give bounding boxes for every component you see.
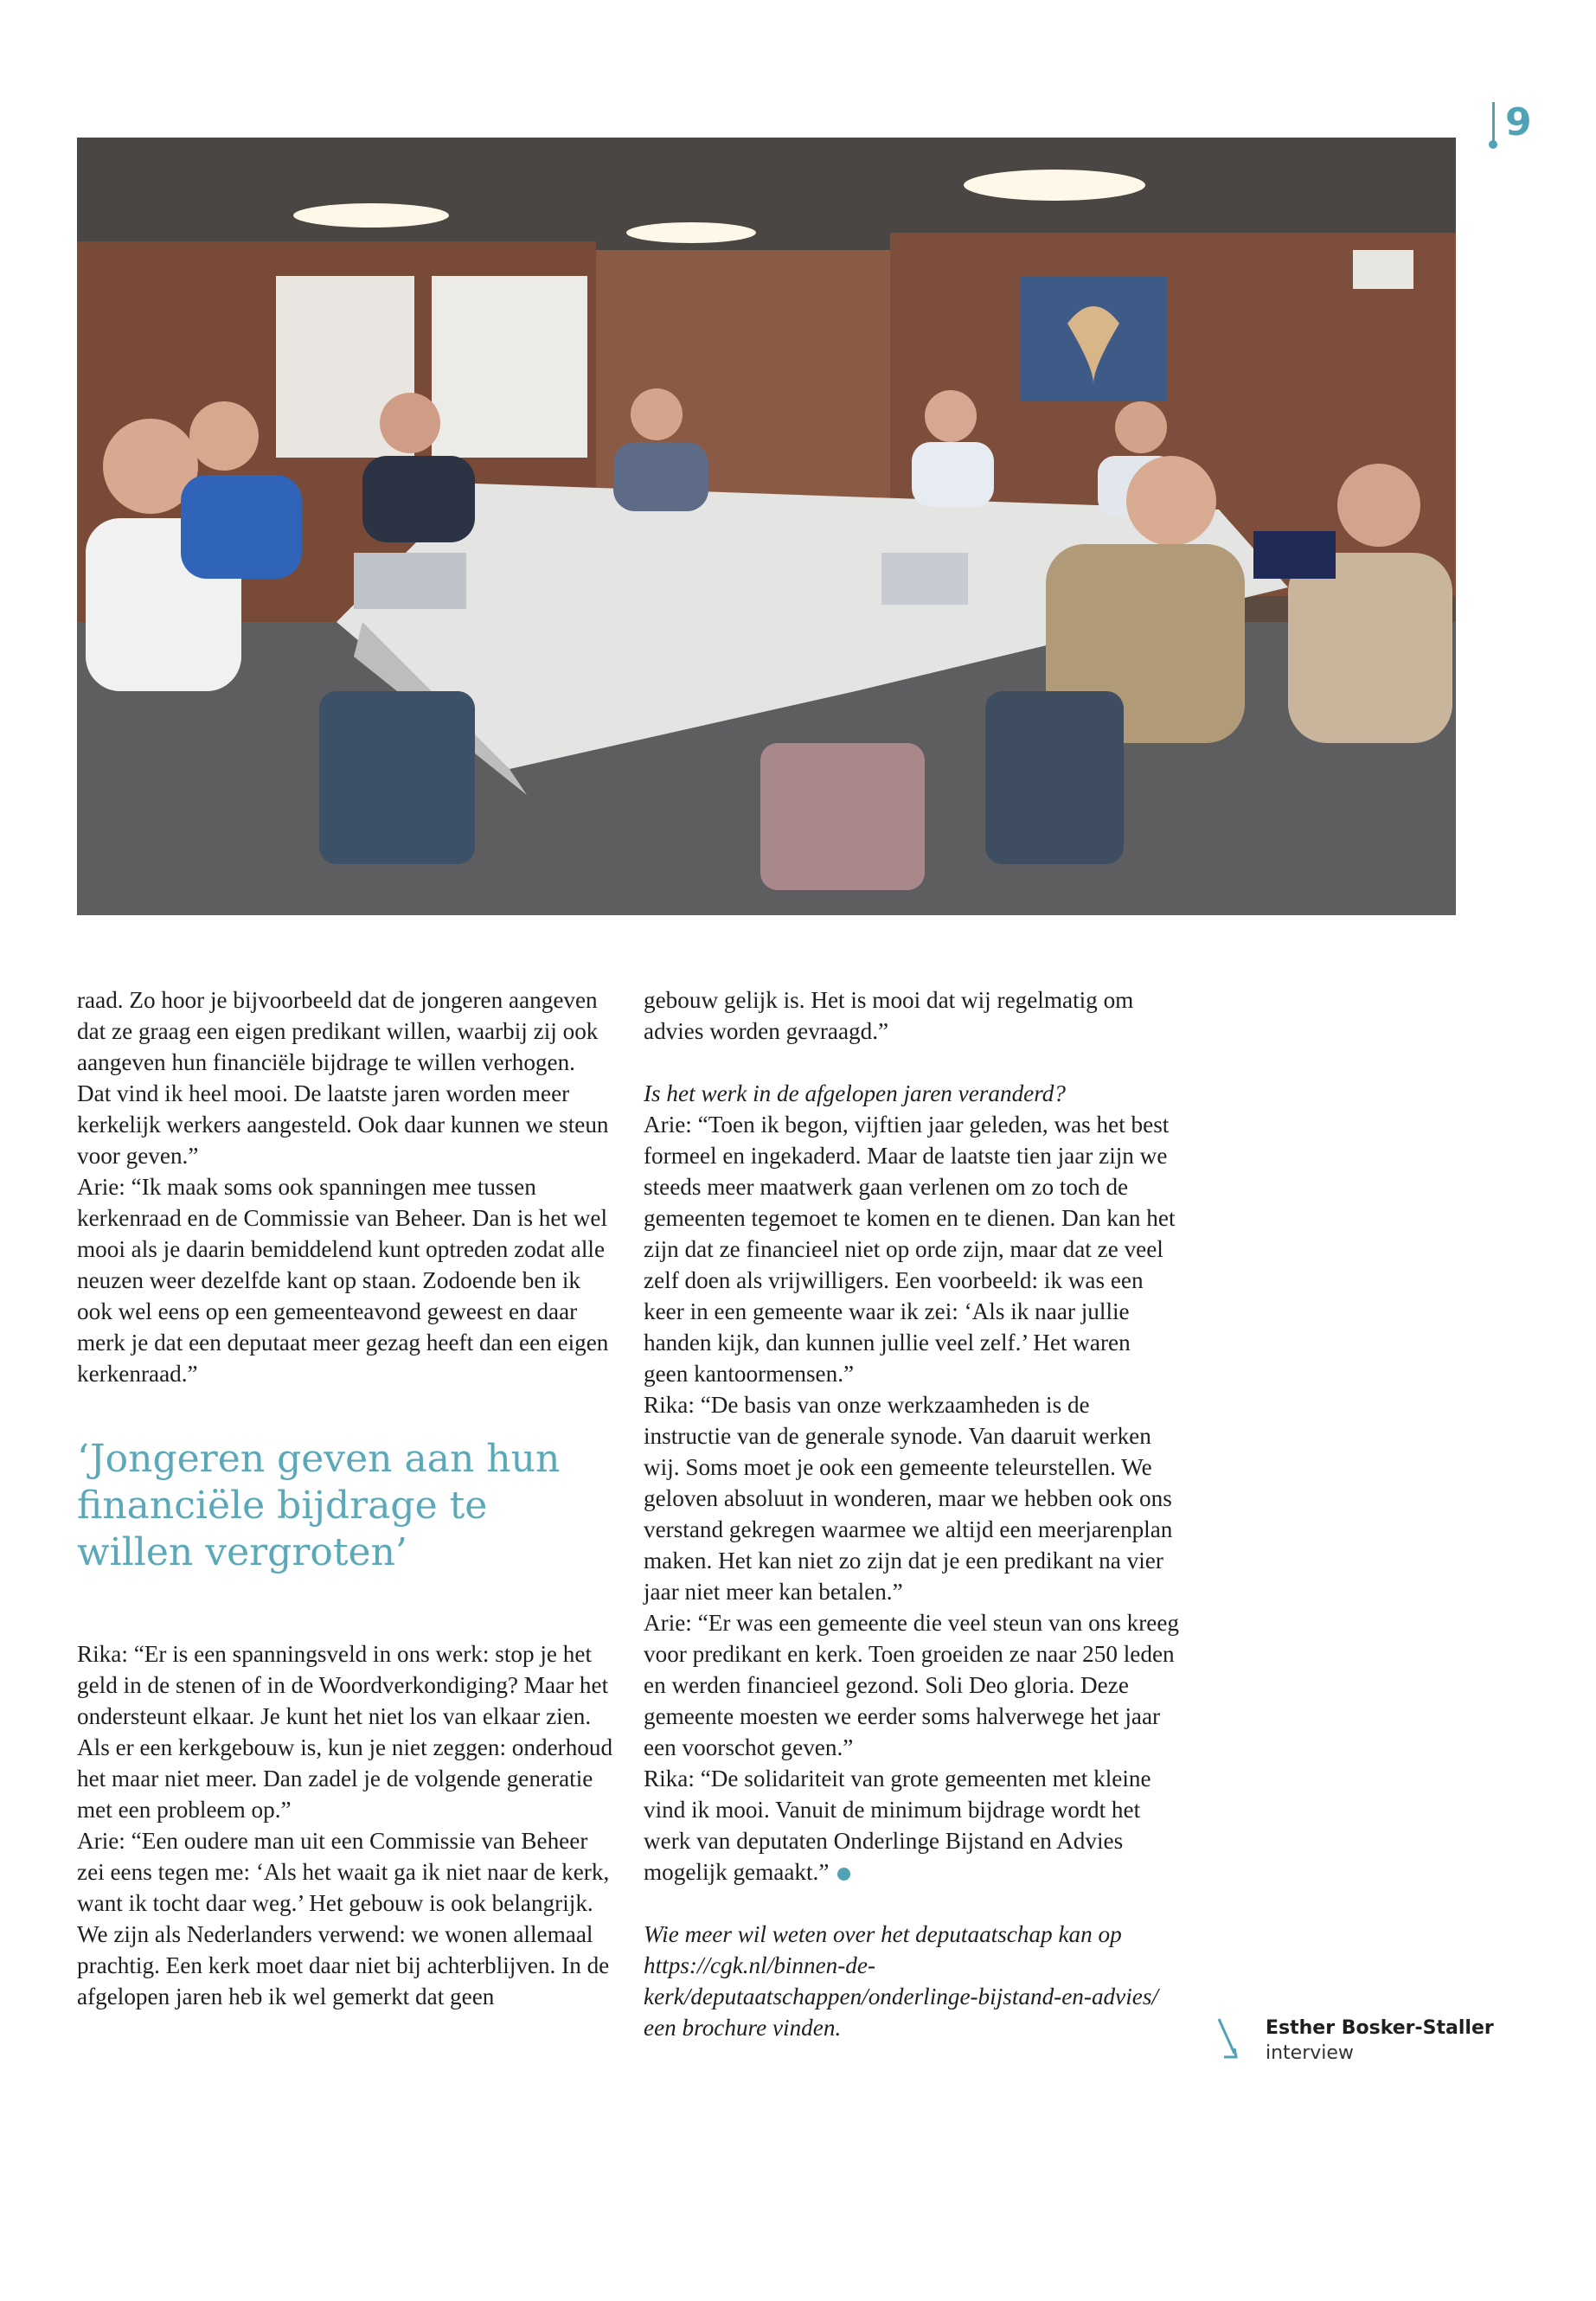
- spacer: [644, 1888, 1180, 1919]
- paragraph-last: [644, 1763, 1180, 1888]
- interview-question: Is het werk in de afgelopen jaren veranderd?: [644, 1080, 1066, 1106]
- right-column: [644, 984, 1180, 2043]
- left-column: [77, 984, 613, 2012]
- page-number: [1492, 97, 1532, 149]
- author-role: interview: [1266, 2042, 1354, 2064]
- closing-note: Wie meer wil weten over het deputaatschap kan op https://cgk.nl/binnen-de-kerk/deputaatschappen/onderlinge-bijstand-en-advies/ een brochure vinden.: [644, 1921, 1158, 2041]
- spacer: [644, 1047, 1180, 1078]
- arrow-icon: [1215, 2016, 1250, 2067]
- pull-quote: ‘Jongeren geven aan hun financiële bijdrage te willen vergroten’: [77, 1437, 561, 1574]
- page-number-marker: [1492, 102, 1495, 144]
- paragraph: gebouw gelijk is. Het is mooi dat wij regelmatig om advies worden gevraagd.”: [644, 987, 1134, 1044]
- paragraph: raad. Zo hoor je bijvoorbeeld dat de jongeren aangeven dat ze graag een eigen predikant willen, waarbij zij ook aangeven hun financiële bijdrage te willen verhogen. Dat vind ik heel mooi. De laatste jaren worden meer kerkelijk werkers aangesteld. Ook daar kunnen we steun voor geven.”: [77, 987, 609, 1169]
- paragraph-text: Rika: “De solidariteit van grote gemeenten met kleine vind ik mooi. Vanuit de minimum bijdrage wordt het werk van deputaten Onderlinge Bijstand en Advies mogelijk gemaakt.”: [644, 1766, 1151, 1885]
- paragraph: Arie: “Er was een gemeente die veel steun van ons kreeg voor predikant en kerk. Toen groeiden ze naar 250 leden en werden financieel gezond. Soli Deo gloria. Deze gemeente moesten we eerder soms halverwege het jaar een voorschot geven.”: [644, 1610, 1180, 1760]
- meeting-photo-illustration: [77, 138, 1456, 915]
- byline: [1215, 2016, 1494, 2067]
- end-mark-icon: [837, 1868, 850, 1881]
- paragraph: Arie: “Toen ik begon, vijftien jaar geleden, was het best formeel en ingekaderd. Maar de laatste tien jaar zijn we steeds meer maatwerk gaan verlenen om zo toch de gemeenten tegemoet te komen en te dienen. Dan kan het zijn dat ze financieel niet op orde zijn, maar dat ze veel zelf doen als vrijwilligers. Een voorbeeld: ik was een keer in een gemeente waar ik zei: ‘Als ik naar jullie handen kijk, dan kunnen jullie veel zelf.’ Het waren geen kantoormensen.”: [644, 1112, 1176, 1387]
- paragraph: Arie: “Ik maak soms ook spanningen mee tussen kerkenraad en de Commissie van Beheer. Dan is het wel mooi als je daarin bemiddelend kunt optreden zodat alle neuzen weer dezelfde kant op staan. Zodoende ben ik ook wel eens op een gemeenteavond geweest en daar merk je dat een deputaat meer gezag heeft dan een eigen kerkenraad.”: [77, 1174, 609, 1387]
- paragraph: Arie: “Een oudere man uit een Commissie van Beheer zei eens tegen me: ‘Als het waait ga ik niet naar de kerk, want ik tocht daar weg.’ Het gebouw is ook belangrijk. We zijn als Nederlanders verwend: we wonen allemaal prachtig. Een kerk moet daar niet bij achterblijven. In de afgelopen jaren heb ik wel gemerkt dat geen: [77, 1828, 610, 2009]
- page-number-value: 9: [1505, 100, 1532, 144]
- author-name: Esther Bosker-Staller: [1266, 2017, 1494, 2039]
- paragraph: Rika: “Er is een spanningsveld in ons werk: stop je het geld in de stenen of in de Woordverkondiging? Maar het ondersteunt elkaar. Je kunt het niet los van elkaar zien. Als er een kerkgebouw is, kun je niet zeggen: onderhoud het maar niet meer. Dan zadel je de volgende generatie met een probleem op.”: [77, 1641, 613, 1823]
- paragraph: Rika: “De basis van onze werkzaamheden is de instructie van de generale synode. Van daaruit werken wij. Soms moet je ook een gemeente teleurstellen. We geloven absoluut in wonderen, maar we hebben ook ons verstand gekregen waarmee we altijd een meerjarenplan maken. Het kan niet zo zijn dat je een predikant na vier jaar niet meer kan betalen.”: [644, 1392, 1173, 1605]
- meeting-photo: [77, 138, 1456, 915]
- byline-text: [1266, 2016, 1494, 2066]
